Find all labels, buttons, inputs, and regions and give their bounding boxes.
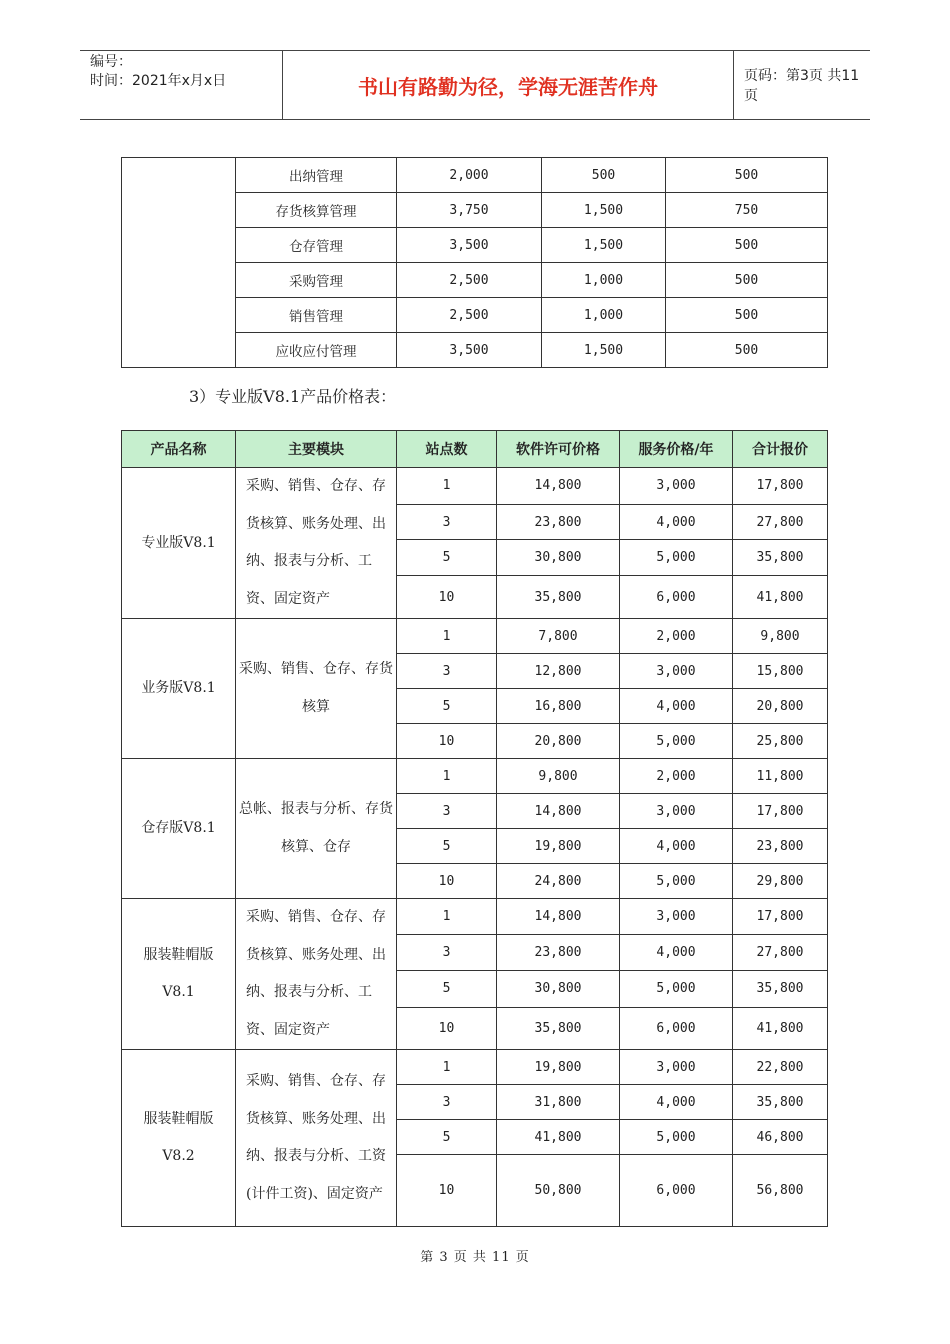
header-meta	[80, 51, 282, 119]
price-cell: 24,800	[497, 864, 620, 899]
product-name-cell: 专业版V8.1	[122, 468, 236, 619]
price-cell: 2,000	[397, 158, 542, 193]
header-page-label: 页码：第3页 共11页	[744, 68, 860, 104]
table-row	[122, 619, 828, 654]
price-cell: 4,000	[620, 1085, 733, 1120]
table-row	[122, 1050, 828, 1085]
price-cell: 35,800	[497, 576, 620, 619]
price-cell: 3,000	[620, 899, 733, 935]
product-name-cell: 仓存版V8.1	[122, 759, 236, 899]
price-cell: 11,800	[733, 759, 828, 794]
sites-cell: 1	[397, 619, 497, 654]
price-cell: 5,000	[620, 1120, 733, 1155]
price-cell: 16,800	[497, 689, 620, 724]
table-row	[122, 158, 828, 193]
price-cell: 30,800	[497, 971, 620, 1007]
table-row	[122, 468, 828, 505]
price-cell: 1,500	[542, 193, 666, 228]
module-cell: 采购管理	[236, 263, 397, 298]
modules-cell: 采购、销售、仓存、存货核算	[236, 619, 397, 759]
price-cell: 14,800	[497, 794, 620, 829]
module-cell: 销售管理	[236, 298, 397, 333]
sites-cell: 3	[397, 1085, 497, 1120]
price-cell: 5,000	[620, 864, 733, 899]
price-cell: 500	[542, 158, 666, 193]
column-header: 站点数	[397, 431, 497, 468]
sites-cell: 5	[397, 689, 497, 724]
price-cell: 22,800	[733, 1050, 828, 1085]
section-title: 3）专业版V8.1产品价格表：	[189, 387, 397, 406]
module-cell: 仓存管理	[236, 228, 397, 263]
column-header: 产品名称	[122, 431, 236, 468]
price-cell: 41,800	[497, 1120, 620, 1155]
product-price-table	[121, 430, 828, 1227]
sites-cell: 10	[397, 576, 497, 619]
module-cell: 应收应付管理	[236, 333, 397, 368]
price-cell: 23,800	[497, 935, 620, 971]
product-name-cell: 业务版V8.1	[122, 619, 236, 759]
sites-cell: 5	[397, 540, 497, 576]
price-cell: 23,800	[497, 504, 620, 540]
price-cell: 500	[666, 263, 828, 298]
price-cell: 1,000	[542, 263, 666, 298]
price-cell: 50,800	[497, 1155, 620, 1227]
modules-cell: 采购、销售、仓存、存货核算、账务处理、出纳、报表与分析、工资(计件工资)、固定资产	[236, 1050, 397, 1227]
price-cell: 4,000	[620, 504, 733, 540]
price-cell: 3,000	[620, 794, 733, 829]
price-cell: 23,800	[733, 829, 828, 864]
product-name-cell: 服装鞋帽版V8.1	[122, 899, 236, 1050]
price-cell: 35,800	[733, 540, 828, 576]
table-row	[122, 899, 828, 935]
module-cell: 出纳管理	[236, 158, 397, 193]
price-cell: 7,800	[497, 619, 620, 654]
price-cell: 4,000	[620, 829, 733, 864]
sites-cell: 3	[397, 654, 497, 689]
page-footer: 第 3 页 共 11 页	[420, 1250, 530, 1265]
module-price-table	[121, 157, 828, 368]
price-cell: 35,800	[733, 1085, 828, 1120]
price-cell: 17,800	[733, 794, 828, 829]
code-label: 编号：	[90, 54, 132, 70]
price-cell: 2,000	[620, 619, 733, 654]
price-cell: 35,800	[497, 1007, 620, 1049]
price-cell: 46,800	[733, 1120, 828, 1155]
price-cell: 15,800	[733, 654, 828, 689]
price-cell: 14,800	[497, 899, 620, 935]
price-cell: 5,000	[620, 971, 733, 1007]
price-cell: 30,800	[497, 540, 620, 576]
column-header: 服务价格/年	[620, 431, 733, 468]
sites-cell: 5	[397, 829, 497, 864]
price-cell: 3,500	[397, 333, 542, 368]
price-cell: 27,800	[733, 935, 828, 971]
price-cell: 25,800	[733, 724, 828, 759]
time-label: 时间：2021年x月x日	[90, 73, 227, 89]
price-cell: 3,750	[397, 193, 542, 228]
module-cell: 存货核算管理	[236, 193, 397, 228]
price-cell: 9,800	[497, 759, 620, 794]
sites-cell: 10	[397, 724, 497, 759]
price-cell: 4,000	[620, 689, 733, 724]
price-cell: 9,800	[733, 619, 828, 654]
price-cell: 2,500	[397, 263, 542, 298]
sites-cell: 3	[397, 794, 497, 829]
price-cell: 6,000	[620, 1155, 733, 1227]
table-header-row	[122, 431, 828, 468]
price-cell: 31,800	[497, 1085, 620, 1120]
price-cell: 750	[666, 193, 828, 228]
column-header: 主要模块	[236, 431, 397, 468]
price-cell: 6,000	[620, 576, 733, 619]
price-cell: 41,800	[733, 576, 828, 619]
modules-cell: 采购、销售、仓存、存货核算、账务处理、出纳、报表与分析、工资、固定资产	[236, 468, 397, 619]
sites-cell: 3	[397, 935, 497, 971]
price-cell: 6,000	[620, 1007, 733, 1049]
price-cell: 500	[666, 158, 828, 193]
price-cell: 19,800	[497, 1050, 620, 1085]
price-cell: 35,800	[733, 971, 828, 1007]
price-cell: 20,800	[497, 724, 620, 759]
price-cell: 27,800	[733, 504, 828, 540]
column-header: 软件许可价格	[497, 431, 620, 468]
price-cell: 20,800	[733, 689, 828, 724]
price-cell: 19,800	[497, 829, 620, 864]
price-cell: 2,500	[397, 298, 542, 333]
price-cell: 5,000	[620, 724, 733, 759]
price-cell: 3,000	[620, 1050, 733, 1085]
price-cell: 2,000	[620, 759, 733, 794]
price-cell: 500	[666, 298, 828, 333]
sites-cell: 1	[397, 1050, 497, 1085]
header-motto: 书山有路勤为径，学海无涯苦作舟	[282, 51, 734, 119]
sites-cell: 5	[397, 1120, 497, 1155]
sites-cell: 3	[397, 504, 497, 540]
price-cell: 500	[666, 228, 828, 263]
price-cell: 3,000	[620, 468, 733, 505]
modules-cell: 采购、销售、仓存、存货核算、账务处理、出纳、报表与分析、工资、固定资产	[236, 899, 397, 1050]
sites-cell: 10	[397, 864, 497, 899]
price-cell: 3,500	[397, 228, 542, 263]
column-header: 合计报价	[733, 431, 828, 468]
price-cell: 1,500	[542, 228, 666, 263]
sites-cell: 1	[397, 899, 497, 935]
sites-cell: 5	[397, 971, 497, 1007]
sites-cell: 10	[397, 1007, 497, 1049]
product-name-cell: 服装鞋帽版V8.2	[122, 1050, 236, 1227]
price-cell: 17,800	[733, 468, 828, 505]
price-cell: 12,800	[497, 654, 620, 689]
modules-cell: 总帐、报表与分析、存货核算、仓存	[236, 759, 397, 899]
group-cell	[122, 158, 236, 368]
sites-cell: 1	[397, 759, 497, 794]
price-cell: 17,800	[733, 899, 828, 935]
price-cell: 1,500	[542, 333, 666, 368]
price-cell: 3,000	[620, 654, 733, 689]
price-cell: 500	[666, 333, 828, 368]
price-cell: 29,800	[733, 864, 828, 899]
price-cell: 5,000	[620, 540, 733, 576]
price-cell: 14,800	[497, 468, 620, 505]
price-cell: 4,000	[620, 935, 733, 971]
sites-cell: 1	[397, 468, 497, 505]
price-cell: 56,800	[733, 1155, 828, 1227]
price-cell: 41,800	[733, 1007, 828, 1049]
sites-cell: 10	[397, 1155, 497, 1227]
table-row	[122, 759, 828, 794]
page-header	[80, 50, 870, 120]
price-cell: 1,000	[542, 298, 666, 333]
